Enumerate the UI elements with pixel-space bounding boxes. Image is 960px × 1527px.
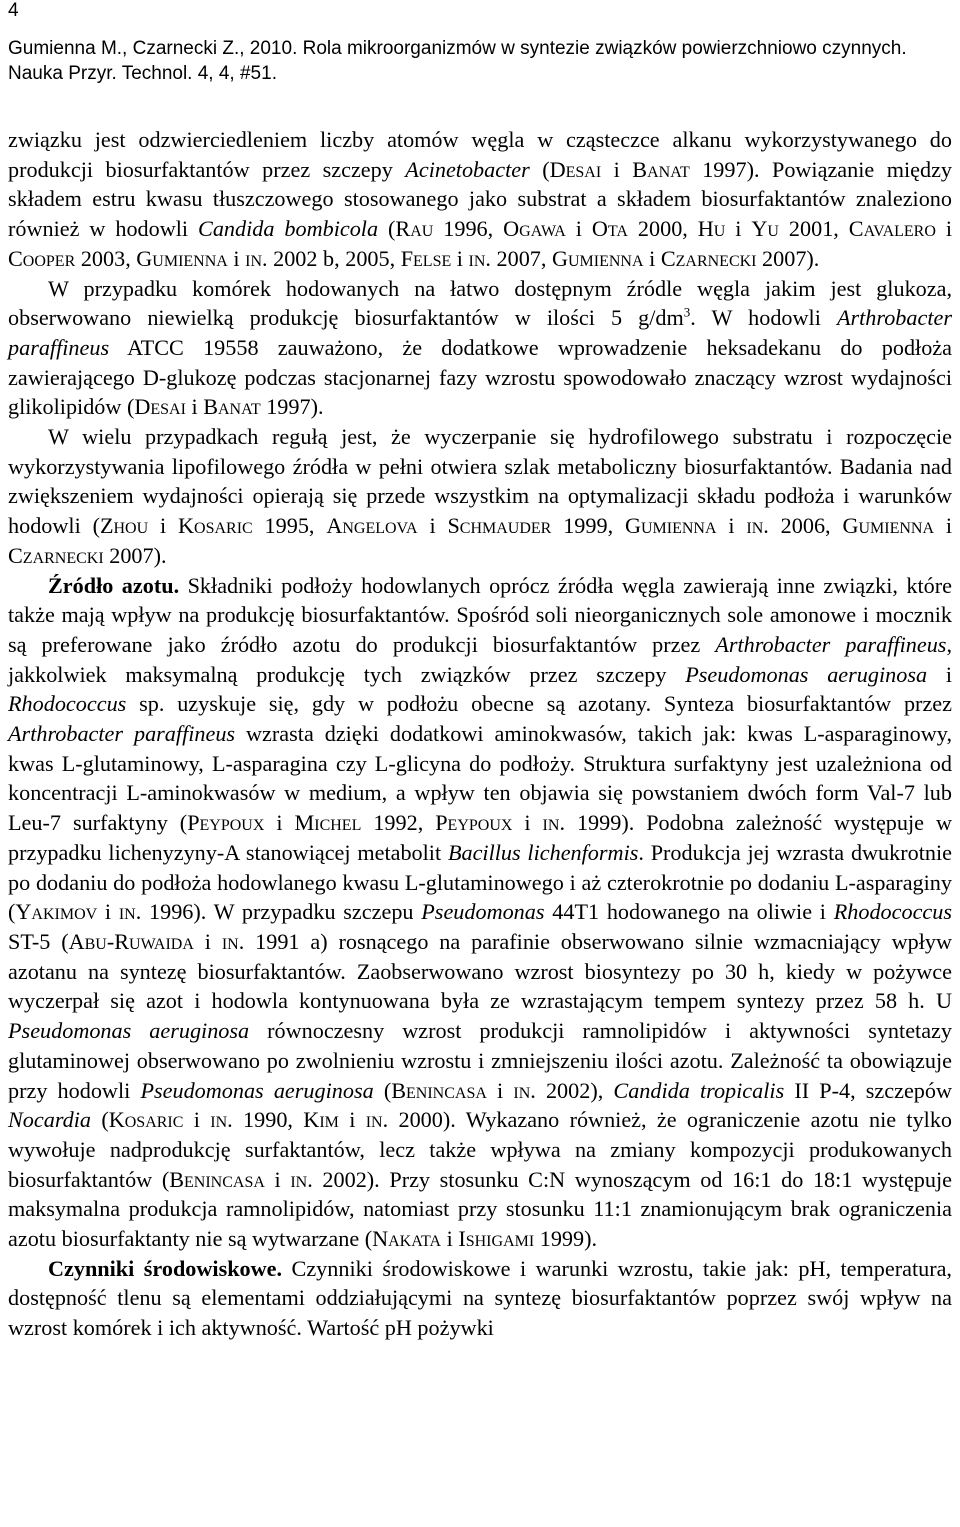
paragraph: W przypadku komórek hodowanych na łatwo dostępnym źródle węgla jakim jest glukoza, obserwowano niewielką produkcję biosurfaktantów w ilości 5 $g/dm^3$. W hodowli Arthrobacter paraffineus ATCC 19558 zauważono, że dodatkowe wprowadzenie heksadekanu do podłoża zawierającego D-glukozę podczas stacjonarnej fazy wzrostu spowodowało znaczący wzrost wydajności glikolipidów (Desai i Banat 1997). bbox=[8, 275, 952, 420]
paragraph: W wielu przypadkach regułą jest, że wyczerpanie się hydrofilowego substratu i rozpoczęcie wykorzystywania lipofilowego źródła w pełni otwiera szlak metaboliczny biosurfaktantów. Badania nad zwiększeniem wydajności opierają się przede wszystkim na optymalizacji składu podłoża i warunków hodowli (Zhou i Kosaric 1995, Angelova i Schmauder 1999, Gumienna i in. 2006, Gumienna i Czarnecki 2007). bbox=[8, 424, 953, 568]
paragraph: Źródło azotu. Składniki podłoży hodowlanych oprócz źródła węgla zawierają inne związki, które także mają wpływ na produkcję biosurfaktantów. Spośród soli nieorganicznych sole amonowe i mocznik są preferowane jako źródło azotu do produkcji biosurfaktantów przez Arthrobacter paraffineus, jakkolwiek maksymalną produkcję tych związków przez szczepy Pseudomonas aeruginosa i Rhodococcus sp. uzyskuje się, gdy w podłożu obecne są azotany. Synteza biosurfaktantów przez Arthrobacter paraffineus wzrasta dzięki dodatkowi aminokwasów, takich jak: kwas L-asparaginowy, kwas L-glutaminowy, L-asparagina czy L-glicyna do podłoży. Struktura surfaktyny jest uzależniona od koncentracji L-aminokwasów w medium, a wpływ ten objawia się powstaniem dwóch form Val-7 lub Leu-7 surfaktyny (Peypoux i Michel 1992, Peypoux i in. 1999). Podobna zależność występuje w przypadku lichenyzyny-A stanowiącej metabolit Bacillus lichenformis. Produkcja jej wzrasta dwukrotnie po dodaniu do podłoża hodowlanego kwasu L-glutaminowego i aż czterokrotnie po dodaniu L-asparaginy (Yakimov i in. 1996). W przypadku szczepu Pseudomonas 44T1 hodowanego na oliwie i Rhodococcus ST-5 (Abu-Ruwaida i in. 1991 a) rosnącego na parafinie obserwowano silnie wzmacniający wpływ azotanu na syntezę biosurfaktantów. Zaobserwowano wzrost biosyntezy po 30 h, kiedy w pożywce wyczerpał się azot i hodowla kontynuowana była ze wzrastającym tempem syntezy przez 58 h. U Pseudomonas aeruginosa równoczesny wzrost produkcji ramnolipidów i aktywności syntetazy glutaminowej obserwowano po zwolnieniu wzrostu i zmniejszeniu ilości azotu. Zależność ta obowiązuje przy hodowli Pseudomonas aeruginosa (Benincasa i in. 2002), Candida tropicalis II P-4, szczepów Nocardia (Kosaric i in. 1990, Kim i in. 2000). Wykazano również, że ograniczenie azotu nie tylko wywołuje nadprodukcję surfaktantów, lecz także wpływa na zmiany kompozycji produkowanych biosurfaktantów (Benincasa i in. 2002). Przy stosunku C:N wynoszącym od 16:1 do 18:1 występuje maksymalna produkcja ramnolipidów, natomiast przy stosunku 11:1 znamionującym brak ograniczenia azotu biosurfaktanty nie są wytwarzane (Nakata i Ishigami 1999). bbox=[8, 572, 953, 1252]
paragraph: Czynniki środowiskowe. Czynniki środowiskowe i warunki wzrostu, takie jak: pH, temperatura, dostępność tlenu są elementami oddziałującymi na syntezę biosurfaktantów poprzez swój wpływ na wzrost komórek i ich aktywność. Wartość pH pożywki bbox=[8, 1255, 952, 1341]
page-number: 4 bbox=[8, 0, 19, 21]
running-header-citation: Gumienna M., Czarnecki Z., 2010. Rola mikroorganizmów w syntezie związków powierzchniowo czynnych. Nauka Przyr. Technol. 4, 4, #51. bbox=[8, 38, 907, 84]
section-heading-nitrogen: Źródło azotu. bbox=[48, 572, 180, 598]
paragraph: związku jest odzwierciedleniem liczby atomów węgla w cząsteczce alkanu wykorzystywanego do produkcji biosurfaktantów przez szczepy Acinetobacter (Desai i Banat 1997). Powiązanie między składem estru kwasu tłuszczowego stosowanego jako substrat a składem biosurfaktantów znaleziono również w hodowli Candida bombicola (Rau 1996, Ogawa i Ota 2000, Hu i Yu 2001, Cavalero i Cooper 2003, Gumienna i in. 2002 b, 2005, Felse i in. 2007, Gumienna i Czarnecki 2007). bbox=[8, 127, 953, 271]
article-body bbox=[8, 125, 952, 1343]
section-heading-environment: Czynniki środowiskowe. bbox=[48, 1255, 283, 1281]
